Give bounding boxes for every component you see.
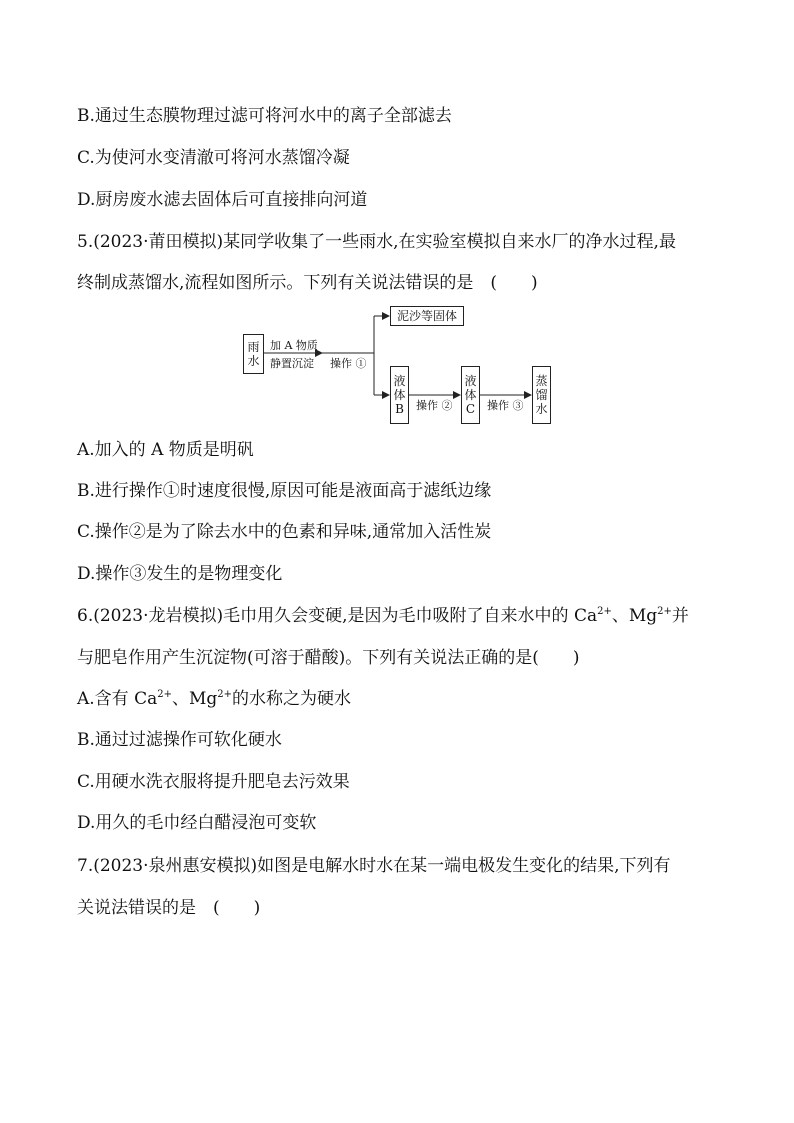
op3-label: 操作 ③ (487, 399, 524, 412)
q6-option-d: D.用久的毛巾经白醋浸泡可变软 (77, 813, 317, 833)
add-a-label: 加 A 物质 (270, 339, 318, 352)
liquid-c-box (461, 366, 480, 424)
q6-stem-line2: 与肥皂作用产生沉淀物(可溶于醋酸)。下列有关说法正确的是( ) (77, 648, 580, 668)
distilled-char-1: 蒸 (535, 374, 548, 388)
q4-option-d: D.厨房废水滤去固体后可直接排向河道 (77, 190, 368, 210)
q6-stem-line1 (77, 605, 689, 627)
q6-option-a-part-b: 、Mg (171, 689, 218, 709)
liquid-b-char-1: 液 (393, 374, 406, 388)
op2-label: 操作 ② (416, 399, 453, 412)
q4-option-b: B.通过生态膜物理过滤可将河水中的离子全部滤去 (77, 106, 452, 126)
op1-label: 操作 ① (330, 357, 367, 370)
liquid-b-char-3: B (395, 402, 404, 416)
q5-option-a: A.加入的 A 物质是明矾 (77, 440, 254, 460)
q5-stem-line1: 5.(2023·莆田模拟)某同学收集了一些雨水,在实验室模拟自来水厂的净水过程,最 (77, 232, 676, 252)
q7-stem-line1: 7.(2023·泉州惠安模拟)如图是电解水时水在某一端电极发生变化的结果,下列有 (77, 856, 671, 876)
rain-label-bottom: 水 (247, 354, 260, 368)
q6-stem-part-a: 6.(2023·龙岩模拟)毛巾用久会变硬,是因为毛巾吸附了自来水中的 Ca (77, 606, 598, 626)
q6-ca-charge: 2+ (597, 606, 612, 617)
q6-option-a-part-a: A.含有 Ca (77, 689, 158, 709)
q6-stem-part-b: 、Mg (611, 606, 658, 626)
solid-box: 泥沙等固体 (390, 306, 464, 326)
q6-mg-charge: 2+ (657, 606, 672, 617)
liquid-c-char-1: 液 (464, 374, 477, 388)
settle-label: 静置沉淀 (270, 357, 314, 370)
q4-option-c: C.为使河水变清澈可将河水蒸馏冷凝 (77, 148, 350, 168)
distilled-char-3: 水 (535, 402, 548, 416)
q6-option-b: B.通过过滤操作可软化硬水 (77, 730, 282, 750)
distilled-water-box (532, 366, 551, 424)
q6-option-c: C.用硬水洗衣服将提升肥皂去污效果 (77, 772, 350, 792)
q7-stem-line2: 关说法错误的是 ( ) (77, 898, 261, 918)
q5-option-d: D.操作③发生的是物理变化 (77, 564, 283, 584)
liquid-c-char-3: C (465, 402, 476, 416)
q5-option-c: C.操作②是为了除去水中的色素和异味,通常加入活性炭 (77, 522, 492, 542)
q5-stem-line2: 终制成蒸馏水,流程如图所示。下列有关说法错误的是 ( ) (77, 273, 538, 293)
q6-stem-part-c: 并 (671, 606, 689, 626)
q6-option-a-ca-charge: 2+ (157, 689, 172, 700)
rain-water-box (243, 334, 264, 374)
rain-label-top: 雨 (247, 340, 260, 354)
q6-option-a-part-c: 的水称之为硬水 (232, 689, 352, 709)
liquid-b-char-2: 体 (393, 388, 406, 402)
distilled-char-2: 馏 (535, 388, 548, 402)
q6-option-a-mg-charge: 2+ (217, 689, 233, 700)
q5-option-b: B.进行操作①时速度很慢,原因可能是液面高于滤纸边缘 (77, 481, 492, 501)
liquid-b-box (390, 366, 409, 424)
q6-option-a (77, 688, 351, 710)
liquid-c-char-2: 体 (464, 388, 477, 402)
